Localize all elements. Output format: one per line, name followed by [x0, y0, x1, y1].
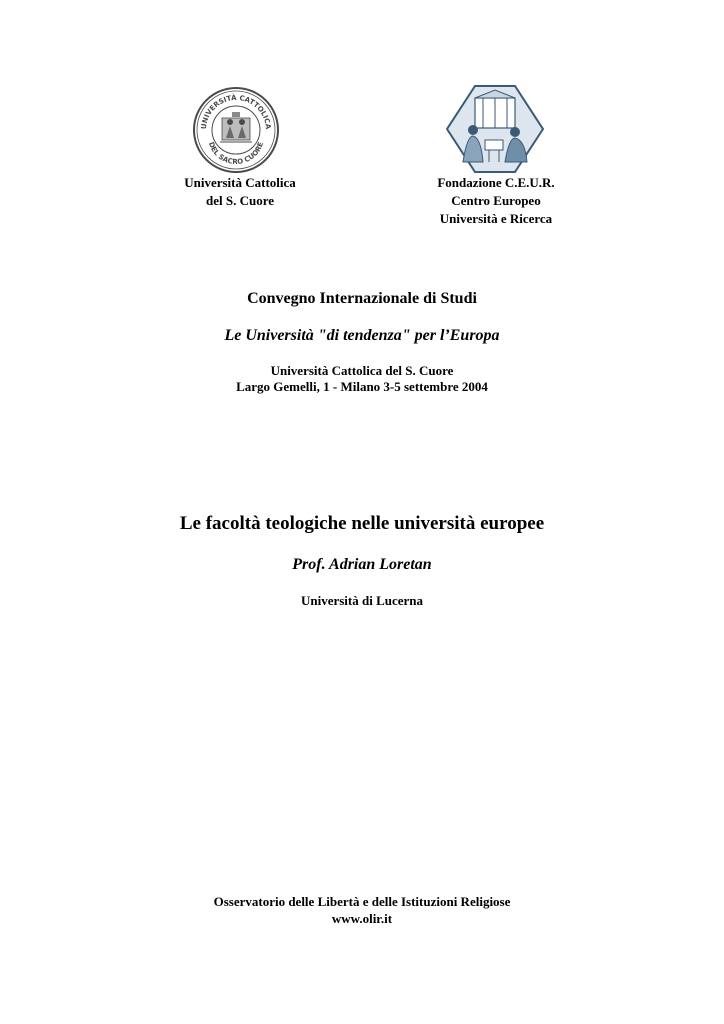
- author-affiliation: Università di Lucerna: [300, 593, 424, 608]
- conference-title: Convegno Internazionale di Studi: [247, 290, 477, 307]
- hexagon-emblem-icon: [445, 84, 545, 174]
- footer-website-link[interactable]: www.olir.it: [331, 911, 393, 926]
- seal-icon: [192, 86, 280, 174]
- svg-text:DEL SACRO CUORE: DEL SACRO CUORE: [206, 140, 266, 167]
- fondazione-ceur-logo: [445, 84, 545, 174]
- conference-subtitle: Le Università "di tendenza" per l’Europa: [224, 327, 500, 344]
- paper-title: Le facoltà teologiche nelle università europee: [179, 513, 545, 534]
- right-institution-line3: Università e Ricerca: [439, 211, 553, 226]
- conference-venue-line2: Largo Gemelli, 1 - Milano 3-5 settembre 2004: [236, 379, 488, 394]
- author-name: Prof. Adrian Loretan: [292, 556, 432, 573]
- right-institution-name: [414, 174, 578, 228]
- right-institution-line1: Fondazione C.E.U.R.: [437, 175, 555, 190]
- conference-venue-line1: Università Cattolica del S. Cuore: [270, 363, 454, 378]
- left-institution-name: [160, 174, 320, 210]
- right-institution-line2: Centro Europeo: [451, 193, 541, 208]
- footer: [0, 893, 724, 927]
- svg-text:UNIVERSITÀ CATTOLICA: UNIVERSITÀ CATTOLICA: [199, 93, 273, 130]
- left-institution-line2: del S. Cuore: [205, 193, 274, 208]
- conference-venue: [0, 363, 724, 395]
- universita-cattolica-seal-logo: [192, 86, 280, 174]
- left-institution-line1: Università Cattolica: [184, 175, 296, 190]
- footer-organization: Osservatorio delle Libertà e delle Istituzioni Religiose: [213, 894, 511, 909]
